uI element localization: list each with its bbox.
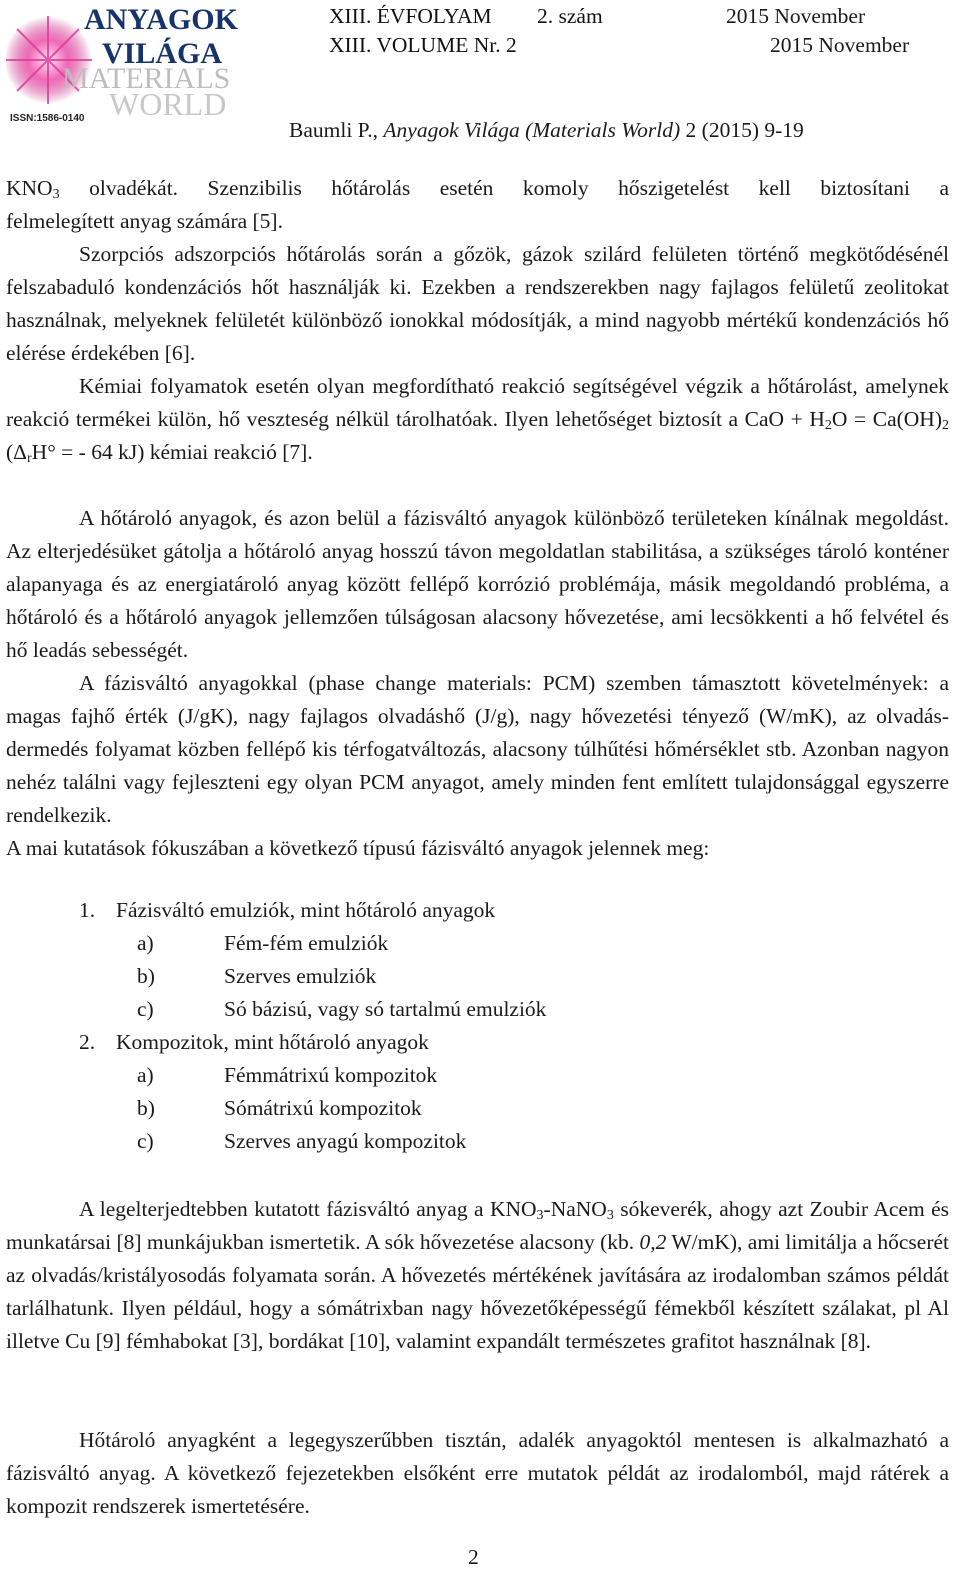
paragraph-1-line-2: felmelegített anyag számára [5]. <box>6 209 283 233</box>
body-block-3 <box>6 1193 949 1358</box>
logo-line-3: MATERIALS <box>62 62 231 95</box>
header-issue-hu: 2. szám <box>537 4 603 28</box>
list-item-1-number: 1. <box>79 898 96 922</box>
list-item-1b-letter: b) <box>137 964 155 988</box>
list-item-1c-letter: c) <box>137 997 154 1021</box>
list-item-1a-text: Fém-fém emulziók <box>224 931 389 955</box>
header-volume-hu: XIII. ÉVFOLYAM <box>329 4 492 28</box>
list-item-2b-letter: b) <box>137 1096 155 1120</box>
paragraph-6: A legelterjedtebben kutatott fázisváltó anyag a $KNO_3-NaNO_3$ sókeverék, ahogy azt Zoubir Acem és munkatársai [8] munkájukban ismertetik. A sók hővezetése alacsony (kb. 0,2 W/mK), ami limitálja a hőcserét az olvadás/kristályosodás folyamata során. A hővezetés mértékének javítására az irodalomban számos példát tarlálhatunk. Ilyen például, hogy a sómátrixban nagy hővezetőképességű fémekből készített szálakat, pl Al illetve Cu [9] fémhabokat [3], bordákat [10], valamint expandált természetes grafitot használnak [8]. <box>6 1197 949 1353</box>
list-item-1c-text: Só bázisú, vagy só tartalmú emulziók <box>224 997 547 1021</box>
list-item-2-text: Kompozitok, mint hőtároló anyagok <box>116 1030 429 1054</box>
journal-logo <box>6 2 266 126</box>
paragraph-5: A fázisváltó anyagokkal (phase change materials: PCM) szemben támasztott követelmények: a magas fajhő érték (J/gK), nagy fajlagos olvadáshő (J/g), nagy hővezetési tényező (W/mK), az olvadás-dermedés folyamat közben fellépő kis térfogatváltozás, alacsony túlhűtési hőmérséklet stb. Azonban nagyon nehéz találni vagy fejleszteni egy olyan PCM anyagot, amely minden fent említett tulajdonsággal egyszerre rendelkezik. <box>6 671 949 827</box>
list-item-2c-text: Szerves anyagú kompozitok <box>224 1129 467 1153</box>
list-item-2-number: 2. <box>79 1030 96 1054</box>
logo-line-2: VILÁGA <box>102 37 223 70</box>
paragraph-3: Kémiai folyamatok esetén olyan megfordítható reakció segítségével végzik a hőtárolást, amelynek reakció termékei külön, hő veszteség nélkül tárolhatóak. Ilyen lehetőséget biztosít a CaO + $H_2O = Ca(OH)_2$ ($\Delta_rH^\circ$ = - 64 kJ) kémiai reakció [7]. <box>6 374 949 466</box>
header-date-en: 2015 November <box>770 33 910 57</box>
logo-issn: ISSN:1586-0140 <box>10 113 85 124</box>
paragraph-4: A hőtároló anyagok, és azon belül a fázisváltó anyagok különböző területeken kínálnak megoldást. Az elterjedésüket gátolja a hőtároló anyag hosszú távon megoldatlan stabilitása, a szükséges tároló konténer alapanyaga és az energiatároló anyag között fellépő korrózió problémája, másik megoldandó probléma, a hőtároló és a hőtároló anyagok jellemzően túlságosan alacsony hővezetése, ami lecsökkenti a hő felvétel és hő leadás sebességét. <box>6 506 949 662</box>
list-item-2c-letter: c) <box>137 1129 154 1153</box>
list-item-1-text: Fázisváltó emulziók, mint hőtároló anyagok <box>116 898 496 922</box>
header-volume-en: XIII. VOLUME Nr. 2 <box>329 33 517 57</box>
list-intro: A mai kutatások fókuszában a következő típusú fázisváltó anyagok jelennek meg: <box>6 836 710 860</box>
paragraph-2: Szorpciós adszorpciós hőtárolás során a gőzök, gázok szilárd felületen történő megkötődésénél felszabaduló kondenzációs hőt használják ki. Ezekben a rendszerekben nagy fajlagos felületű zeolitokat használnak, melyeknek felületét különböző ionokkal módosítják, a mind nagyobb mértékű kondenzációs hő elérése érdekében [6]. <box>6 242 949 365</box>
paragraph-7: Hőtároló anyagként a legegyszerűbben tisztán, adalék anyagoktól mentesen is alkalmazható a fázisváltó anyag. A következő fejezetekben elsőként erre mutatok példát az irodalomból, majd rátérek a kompozit rendszerek ismertetésére. <box>6 1428 949 1518</box>
header-date-hu: 2015 November <box>726 4 866 28</box>
body-block-2 <box>6 502 949 865</box>
list-item-2a-text: Fémmátrixú kompozitok <box>224 1063 438 1087</box>
list-item-2a-letter: a) <box>137 1063 154 1087</box>
list-item-1b-text: Szerves emulziók <box>224 964 377 988</box>
list-item-1a-letter: a) <box>137 931 154 955</box>
list-item-2b-text: Sómátrixú kompozitok <box>224 1096 422 1120</box>
logo-line-4: WORLD <box>109 86 227 122</box>
citation-author: Baumli P., <box>289 118 379 142</box>
page-number: 2 <box>468 1545 479 1569</box>
body-block-4 <box>6 1424 949 1523</box>
citation-journal: Anyagok Világa (Materials World) <box>383 118 681 142</box>
logo-line-1: ANYAGOK <box>84 3 238 36</box>
paragraph-1-line-1: $KNO_3$ olvadékát. Szenzibilis hőtárolás esetén komoly hőszigetelést kell biztosítani a <box>6 176 949 202</box>
body-block-1 <box>6 172 949 469</box>
citation-ref: 2 (2015) 9-19 <box>685 118 804 142</box>
header-citation <box>289 118 804 143</box>
